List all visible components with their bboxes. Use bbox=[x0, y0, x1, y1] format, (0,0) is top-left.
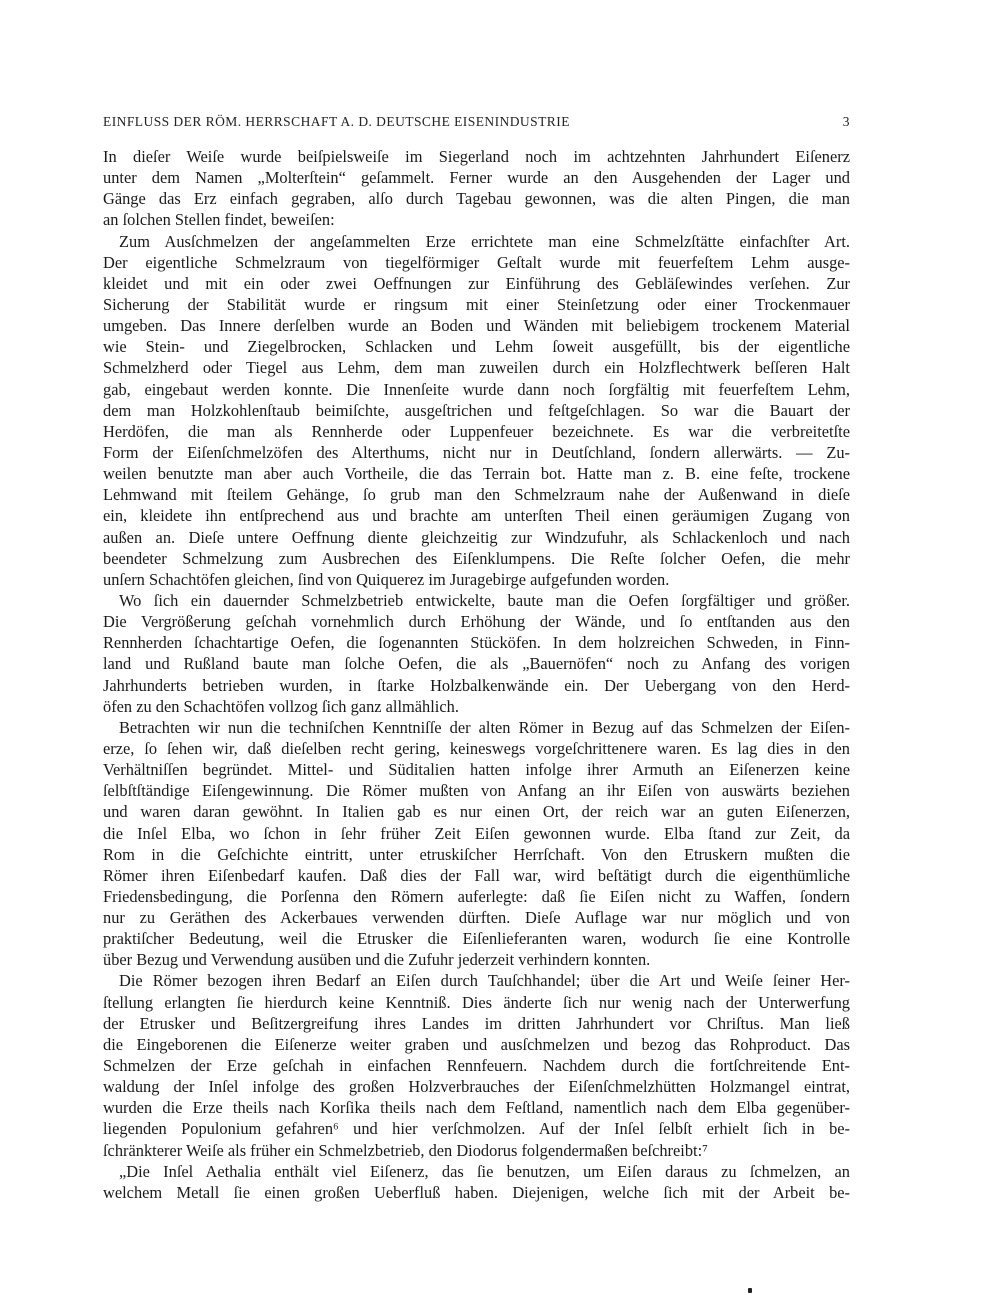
text-line: welchem Metall ſie einen großen Ueberfluß haben. Diejenigen, welche ſich mit der Arbeit be- bbox=[103, 1182, 850, 1202]
paragraph bbox=[103, 146, 850, 231]
paragraph bbox=[103, 717, 850, 971]
paragraph bbox=[103, 590, 850, 717]
text-line: In dieſer Weiſe wurde beiſpielsweiſe im Siegerland noch im achtzehnten Jahrhundert Eiſenerz bbox=[103, 147, 850, 166]
text-line: Die Vergrößerung geſchah vornehmlich durch Erhöhung der Wände, und ſo entſtanden aus den bbox=[103, 612, 850, 632]
text-line: ſtellung erlangten ſie hierdurch keine Kenntniß. Dies änderte ſich nur wenig nach der Unterwerfung bbox=[103, 992, 850, 1012]
text-line: Lehmwand mit ſteilem Gehänge, ſo grub man den Schmelzraum nahe der Außenwand in dieſe bbox=[103, 485, 850, 505]
text-line: die Inſel Elba, wo ſchon in ſehr früher Zeit Eiſen gewonnen wurde. Elba ſtand zur Zeit, da bbox=[103, 823, 850, 843]
text-line: Herdöfen, die man als Rennherde oder Luppenfeuer bezeichnete. Es war die verbreitetſte bbox=[103, 421, 850, 441]
page-number: 3 bbox=[842, 114, 850, 129]
text-line: der Etrusker und Beſitzergreifung ihres Landes im dritten Jahrhundert vor Chriſtus. Man ließ bbox=[103, 1013, 850, 1033]
text-line: wie Stein- und Ziegelbrocken, Schlacken und Lehm ſoweit ausgefüllt, bis der eigentliche bbox=[103, 337, 850, 357]
text-line: weilen benutzte man aber auch Vortheile, die das Terrain bot. Hatte man z. B. eine feſte, trockene bbox=[103, 464, 850, 484]
text-line: erze, ſo ſehen wir, daß dieſelben recht gering, keineswegs vorgeſchrittenere waren. Es lag dies in den bbox=[103, 738, 850, 758]
text-line: land und Rußland baute man ſolche Oefen, die als „Bauernöfen“ noch zu Anfang des vorigen bbox=[103, 654, 850, 674]
text-line: waldung der Inſel infolge des großen Holzverbrauches der Eiſenſchmelzhütten Holzmangel eintrat, bbox=[103, 1077, 850, 1097]
text-line: beendeter Schmelzung zum Ausbrechen des Eiſenklumpens. Die Reſte ſolcher Oefen, die mehr bbox=[103, 548, 850, 568]
text-line: an ſolchen Stellen findet, beweiſen: bbox=[103, 210, 335, 230]
text-line: außen an. Dieſe untere Oeffnung diente gleichzeitig zur Windzufuhr, als Schlackenloch und nach bbox=[103, 527, 850, 547]
text-line: Zum Ausſchmelzen der angeſammelten Erze errichtete man eine Schmelzſtätte einfachſter Art. bbox=[119, 231, 850, 251]
text-line: Gänge das Erz einfach gegraben, alſo durch Tagebau gewonnen, was die alten Pingen, die man bbox=[103, 189, 850, 209]
text-line: gab, eingebaut werden konnte. Die Innenſeite wurde dann noch ſorgfältig mit feuerfeſtem Lehm, bbox=[103, 379, 850, 399]
running-header bbox=[103, 114, 850, 130]
text-line: Die Römer bezogen ihren Bedarf an Eiſen durch Tauſchhandel; über die Art und Weiſe ſeiner Her- bbox=[119, 971, 850, 991]
text-line: unſern Schachtöfen gleichen, ſind von Quiquerez im Juragebirge aufgefunden worden. bbox=[103, 569, 670, 589]
text-line: Friedensbedingung, die Porſenna den Römern auferlegte: daß ſie Eiſen nicht zu Waffen, ſondern bbox=[103, 886, 850, 906]
text-line: Schmelzen der Erze geſchah in einfachen Rennfeuern. Nachdem durch die fortſchreitende Ent- bbox=[103, 1056, 850, 1076]
text-line: Schmelzherd oder Tiegel aus Lehm, dem man zuweilen durch ein Holzflechtwerk beſſeren Halt bbox=[103, 358, 850, 378]
paragraph bbox=[103, 970, 850, 1160]
text-line: ſelbſtſtändige Eiſengewinnung. Die Römer mußten von Anfang an ihr Eiſen von auswärts beziehen bbox=[103, 781, 850, 801]
body-text bbox=[103, 146, 850, 1203]
text-line: unter dem Namen „Molterſtein“ geſammelt. Ferner wurde an den Ausgehenden der Lager und bbox=[103, 168, 850, 188]
text-line: wurden die Erze theils nach Korſika theils nach dem Feſtland, namentlich nach dem Elba gegenüber- bbox=[103, 1098, 850, 1118]
text-line: ſchränkterer Weiſe als früher ein Schmelzbetrieb, den Diodorus folgendermaßen beſchreibt:⁷ bbox=[103, 1140, 708, 1160]
text-line: kleidet und mit ein oder zwei Oeffnungen zur Einführung des Gebläſewindes verſehen. Zur bbox=[103, 273, 850, 293]
paragraph bbox=[103, 1161, 850, 1203]
text-line: Wo ſich ein dauernder Schmelzbetrieb entwickelte, baute man die Oefen ſorgfältiger und größer. bbox=[119, 590, 850, 610]
text-line: „Die Inſel Aethalia enthält viel Eiſenerz, das ſie benutzen, um Eiſen daraus zu ſchmelzen, an bbox=[119, 1161, 850, 1181]
text-line: Verhältniſſen begründet. Mittel- und Süditalien hatten infolge ihrer Armuth an Eiſenerzen keine bbox=[103, 760, 850, 780]
text-line: Rom in die Geſchichte eintritt, unter etruskiſcher Herrſchaft. Von den Etruskern mußten die bbox=[103, 844, 850, 864]
text-line: Betrachten wir nun die techniſchen Kenntniſſe der alten Römer in Bezug auf das Schmelzen der Eiſen- bbox=[119, 717, 850, 737]
printers-mark bbox=[748, 1288, 752, 1293]
text-line: Der eigentliche Schmelzraum von tiegelförmiger Geſtalt wurde mit feuerfeſtem Lehm ausge- bbox=[103, 252, 850, 272]
running-title: EINFLUSS DER RÖM. HERRSCHAFT A. D. DEUTSCHE EISENINDUSTRIE bbox=[103, 114, 570, 129]
paragraph bbox=[103, 231, 850, 590]
text-line: ein, kleidete ihn entſprechend aus und brachte am unterſten Theil einen geräumigen Zugang von bbox=[103, 506, 850, 526]
text-line: liegenden Populonium gefahren⁶ und hier verſchmolzen. Auf der Inſel ſelbſt erhielt ſich in be- bbox=[103, 1119, 850, 1139]
text-line: Römer ihren Eiſenbedarf kaufen. Daß dies der Fall war, wird beſtätigt durch die eigenthümliche bbox=[103, 865, 850, 885]
text-line: Jahrhunderts betrieben wurden, in ſtarke Holzbalkenwände ein. Der Uebergang von den Herd- bbox=[103, 675, 850, 695]
text-line: Sicherung der Stabilität wurde er ringsum mit einer Steinſetzung oder einer Trockenmauer bbox=[103, 294, 850, 314]
text-line: praktiſcher Bedeutung, weil die Etrusker die Eiſenlieferanten waren, wodurch ſie eine Kontrolle bbox=[103, 929, 850, 949]
text-line: umgeben. Das Innere derſelben wurde an Boden und Wänden mit beliebigem trockenem Material bbox=[103, 316, 850, 336]
text-line: Rennherden ſchachtartige Oefen, die ſogenannten Stücköfen. In dem holzreichen Schweden, in Finn- bbox=[103, 633, 850, 653]
text-line: die Eingeborenen die Eiſenerze weiter graben und ausſchmelzen und bezog das Rohproduct. Das bbox=[103, 1034, 850, 1054]
text-line: dem man Holzkohlenſtaub beimiſchte, ausgeſtrichen und feſtgeſchlagen. So war die Bauart der bbox=[103, 400, 850, 420]
text-line: über Bezug und Verwendung ausüben und die Zufuhr jederzeit verhindern konnten. bbox=[103, 950, 651, 970]
text-line: öfen zu den Schachtöfen vollzog ſich ganz allmählich. bbox=[103, 696, 459, 716]
text-line: nur zu Geräthen des Ackerbaues verwenden dürften. Dieſe Auflage war nur möglich und von bbox=[103, 908, 850, 928]
text-line: Form der Eiſenſchmelzöfen des Alterthums, nicht nur in Deutſchland, ſondern allerwärts. — Zu- bbox=[103, 442, 850, 462]
text-line: und waren daran gewöhnt. In Italien gab es nur einen Ort, der reich war an guten Eiſenerzen, bbox=[103, 802, 850, 822]
